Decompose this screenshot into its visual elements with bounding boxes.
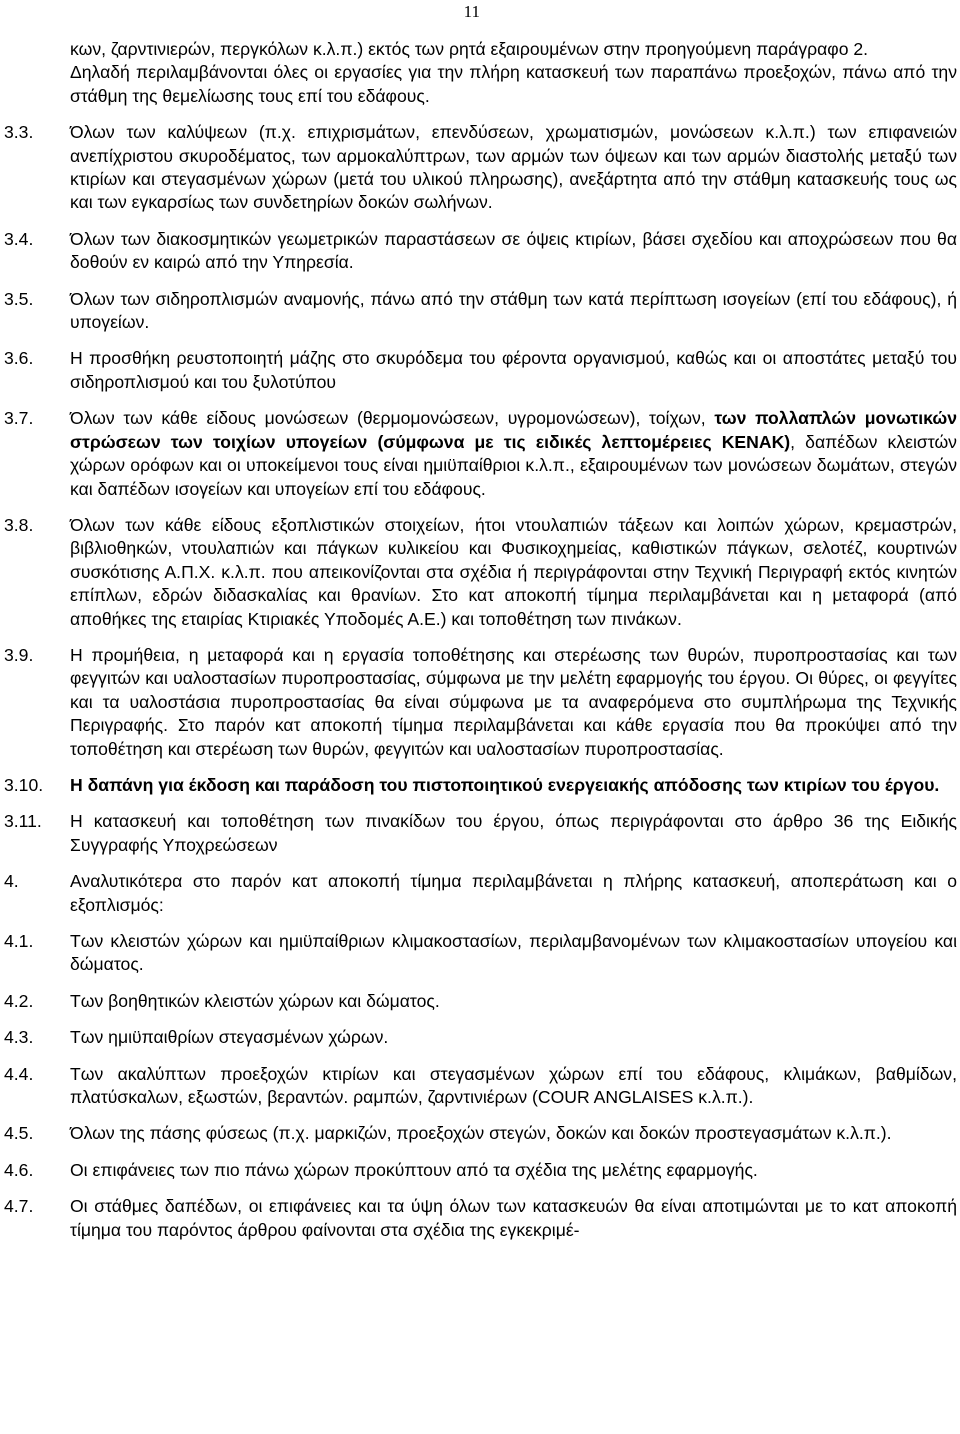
item-number: 3.11. [4, 811, 42, 832]
item-text: Των βοηθητικών κλειστών χώρων και δώματος. [70, 990, 440, 1011]
list-item-4-5 [4, 1122, 957, 1145]
list-item-4-1 [4, 930, 957, 977]
item-number: 4.3. [4, 1027, 34, 1048]
item-number: 3.5. [4, 288, 34, 309]
item-number: 4.5. [4, 1123, 34, 1144]
item-text: Όλων των καλύψεων (π.χ. επιχρισμάτων, επενδύσεων, χρωματισμών, μονώσεων κ.λ.π.) των επιφανειών ανεπίχριστου σκυροδέματος, των αρμοκαλύπτρων, των αρμών των όψεων και των αρμών διαστολής μεταξύ των κτιρίων και στεγασμένων χώρων (μετά του υλικού πληρωσης), ανεξάρτητα από την στάθμη κατασκευής τους ως και των εγκαρσίως των συνδετηρίων δοκών σωλήνων. [70, 122, 957, 213]
item-text-bold: των πολλαπλών μονωτικών στρώσεων των τοιχίων υπογείων (σύμφωνα με τις ειδικές λεπτομέρειες ΚΕΝΑΚ) [70, 408, 957, 452]
page-number: 11 [463, 2, 480, 21]
list-item-3-8 [4, 514, 957, 631]
item-text-end: , δαπέδων κλειστών χώρων ορόφων και οι υποκείμενοι τους είναι ημιϋπαίθριοι κ.λ.π., εξαιρουμένων των μονώσεων δωμάτων, στεγών και δαπέδων ισογείων και υπογείων επί του εδάφους. [70, 431, 957, 499]
list-item-4-3 [4, 1026, 957, 1049]
item-text: Αναλυτικότερα στο παρόν κατ αποκοπή τίμημα περιλαμβάνεται η πλήρης κατασκευή, αποπεράτωση και ο εξοπλισμός: [70, 871, 957, 915]
paragraph: Δηλαδή περιλαμβάνονται όλες οι εργασίες για την πλήρη κατασκευή των παραπάνω προεξοχών, πάνω από την στάθμη της θεμελίωσης τους επί του εδάφους. [70, 62, 957, 106]
item-number: 3.10. [4, 774, 44, 795]
item-number: 3.8. [4, 514, 34, 535]
list-item-4-2 [4, 990, 957, 1013]
item-number: 4. [4, 871, 19, 892]
item-text: Των κλειστών χώρων και ημιϋπαίθριων κλιμακοστασίων, περιλαμβανομένων των κλιμακοστασίων υπογείου και δώματος. [70, 931, 957, 975]
item-number: 4.1. [4, 931, 34, 951]
item-text: Όλων των σιδηροπλισμών αναμονής, πάνω από την στάθμη των κατά περίπτωση ισογείων (επί του εδάφους), ή υπογείων. [70, 288, 957, 333]
paragraph-continuation: κων, ζαρντινιερών, περγκόλων κ.λ.π.) εκτός των ρητά εξαιρουμένων στην προηγούμενη παράγραφο 2. [70, 39, 869, 59]
item-number: 3.6. [4, 348, 34, 369]
list-item-3-3 [4, 121, 957, 215]
item-text: Όλων της πάσης φύσεως (π.χ. μαρκιζών, προεξοχών στεγών, δοκών και δοκών προστεγασμάτων κ.λ.π.). [70, 1123, 892, 1144]
list-item-3-6 [4, 347, 957, 394]
list-item-3-5 [4, 288, 957, 335]
item-number: 3.7. [4, 408, 34, 429]
item-number: 3.3. [4, 122, 34, 143]
item-text: Η δαπάνη για έκδοση και παράδοση του πιστοποιητικού ενεργειακής απόδοσης των κτιρίων του έργου. [70, 774, 940, 795]
item-text: Η προμήθεια, η μεταφορά και η εργασία τοποθέτησης και στερέωσης των θυρών, πυροπροστασίας και των φεγγιτών και υαλοστασίων πυροπροστασίας, σύμφωνα με την μελέτη εφαρμογής του έργου. Οι θύρες, οι φεγγίτες και τα υαλοστάσια πυροπροστασίας θα είναι σύμφωνα με τα αναφερόμενα στο συμπλήρωμα της Τεχνικής Περιγραφής. Στο παρόν κατ αποκοπή τίμημα περιλαμβάνεται και κάθε εργασία που θα προκύψει από την τοποθέτηση και στερέωση των θυρών, φεγγιτών και υαλοστασίων πυροπροστασίας. [70, 644, 957, 759]
list-item-4-7 [4, 1195, 957, 1242]
item-text: Των ημιϋπαιθρίων στεγασμένων χώρων. [70, 1027, 389, 1048]
item-number: 4.4. [4, 1063, 34, 1084]
list-item-4-6 [4, 1159, 957, 1182]
item-number: 4.2. [4, 990, 34, 1011]
item-number: 4.6. [4, 1159, 34, 1180]
item-text [70, 407, 957, 501]
item-number: 3.9. [4, 644, 34, 665]
list-item-4-4 [4, 1063, 957, 1110]
item-text: Όλων των κάθε είδους εξοπλιστικών στοιχείων, ήτοι ντουλαπιών τάξεων και λοιπών χώρων, κρεμαστρών, βιβλιοθηκών, ντουλαπιών και πάγκων κυλικείου και Φυσικοχημείας, καθιστικών πάγκων, σελοτέζ, κουρτινών συσκότισης Α.Π.Χ. κ.λ.π. που απεικονίζονται στα σχέδια ή περιγράφονται στην Τεχνική Περιγραφή εκτός κινητών επίπλων, εδρών διδασκαλίας και θρανίων. Στο κατ αποκοπή τίμημα περιλαμβάνεται και η μεταφορά (από αποθήκες της εταιρίας Κτιριακές Υποδομές Α.Ε.) και τοποθέτηση των πινάκων. [70, 514, 957, 629]
item-text-start: Όλων των κάθε είδους μονώσεων (θερμομονώσεων, υγρομονώσεων), τοίχων, [70, 408, 715, 429]
item-text: Οι στάθμες δαπέδων, οι επιφάνειες και τα ύψη όλων των κατασκευών θα είναι αποτιμώνται με το κατ αποκοπή τίμημα του παρόντος άρθρου φαίνονται στα σχέδια της εγκεκριμέ- [70, 1196, 957, 1240]
item-text: Των ακαλύπτων προεξοχών κτιρίων και στεγασμένων χώρων επί του εδάφους, κλιμάκων, βαθμίδων, πλατύσκαλων, εξωστών, βεραντών. ραμπών, ζαρντινιέρων (COUR ANGLAISES κ.λ.π.). [70, 1063, 957, 1108]
item-text: Η κατασκευή και τοποθέτηση των πινακίδων του έργου, όπως περιγράφονται στο άρθρο 36 της Ειδικής Συγγραφής Υποχρεώσεων [70, 811, 957, 855]
item-text: Όλων των διακοσμητικών γεωμετρικών παραστάσεων σε όψεις κτιρίων, βάσει σχεδίου και αποχρώσεων που θα δοθούν εν καιρώ από την Υπηρεσία. [70, 228, 957, 273]
list-item-3-4 [4, 228, 957, 275]
item-text: Οι επιφάνειες των πιο πάνω χώρων προκύπτουν από τα σχέδια της μελέτης εφαρμογής. [70, 1159, 758, 1180]
list-item-4 [4, 870, 957, 917]
item-text: Η προσθήκη ρευστοποιητή μάζης στο σκυρόδεμα του φέροντα οργανισμού, καθώς και οι αποστάτες μεταξύ του σιδηροπλισμού και του ξυλοτύπου [70, 348, 957, 392]
item-number: 4.7. [4, 1196, 34, 1217]
list-item-3-7 [4, 407, 957, 501]
item-number: 3.4. [4, 228, 34, 249]
list-item-3-9 [4, 644, 957, 761]
list-item-3-11 [4, 810, 957, 857]
list-item-3-10 [4, 774, 957, 797]
document-body [4, 38, 957, 1255]
